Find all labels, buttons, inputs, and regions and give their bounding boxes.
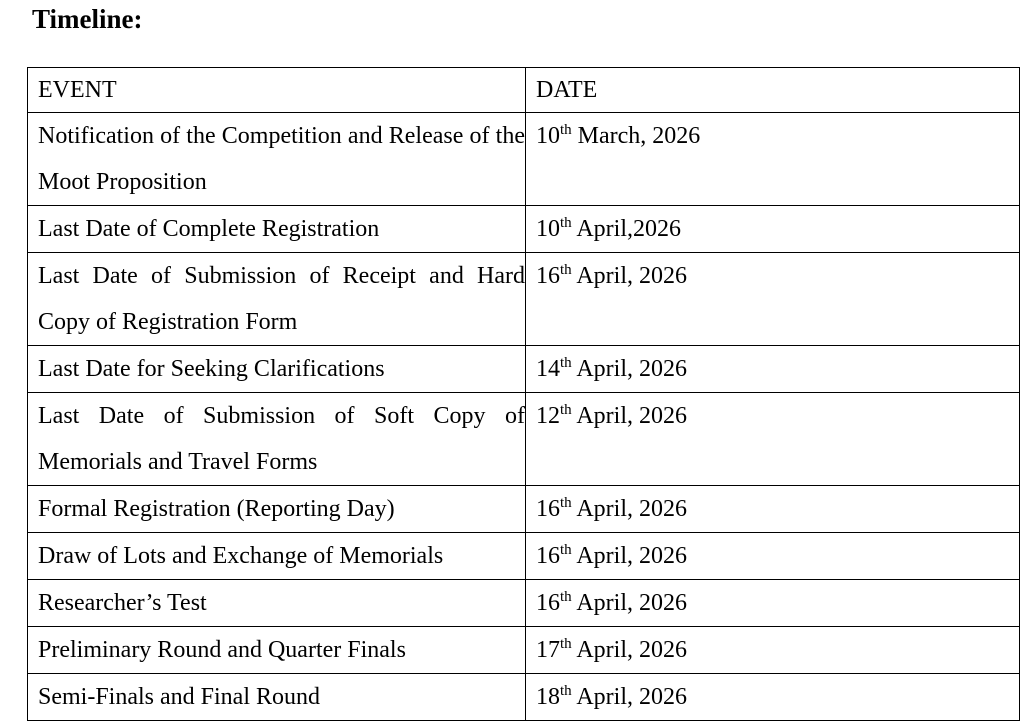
table-row xyxy=(28,253,1020,346)
date-ordinal-suffix: th xyxy=(560,355,572,371)
table-row xyxy=(28,393,1020,486)
date-day: 14 xyxy=(536,356,560,382)
event-cell: Semi-Finals and Final Round xyxy=(28,674,526,721)
date-cell xyxy=(526,393,1020,486)
date-ordinal-suffix: th xyxy=(560,215,572,231)
date-month-year: April,2026 xyxy=(571,216,682,242)
date-day: 16 xyxy=(536,543,560,569)
date-cell xyxy=(526,533,1020,580)
date-month-year: April, 2026 xyxy=(571,590,688,616)
event-cell: Formal Registration (Reporting Day) xyxy=(28,486,526,533)
date-month-year: March, 2026 xyxy=(571,123,701,149)
event-cell: Preliminary Round and Quarter Finals xyxy=(28,627,526,674)
date-day: 10 xyxy=(536,216,560,242)
table-header-row xyxy=(28,68,1020,113)
date-month-year: April, 2026 xyxy=(571,403,688,429)
date-day: 16 xyxy=(536,496,560,522)
date-cell xyxy=(526,674,1020,721)
event-cell: Researcher’s Test xyxy=(28,580,526,627)
date-day: 16 xyxy=(536,263,560,289)
event-cell: Last Date of Complete Registration xyxy=(28,206,526,253)
date-cell xyxy=(526,346,1020,393)
event-cell: Notification of the Competition and Release of the Moot Proposition xyxy=(28,113,526,206)
date-cell xyxy=(526,627,1020,674)
date-day: 10 xyxy=(536,123,560,149)
table-row xyxy=(28,627,1020,674)
column-header-event: EVENT xyxy=(28,68,526,113)
event-cell: Last Date for Seeking Clarifications xyxy=(28,346,526,393)
date-ordinal-suffix: th xyxy=(560,589,572,605)
date-ordinal-suffix: th xyxy=(560,542,572,558)
table-row xyxy=(28,486,1020,533)
date-month-year: April, 2026 xyxy=(571,543,688,569)
date-cell xyxy=(526,580,1020,627)
event-cell: Draw of Lots and Exchange of Memorials xyxy=(28,533,526,580)
date-month-year: April, 2026 xyxy=(571,637,688,663)
timeline-table xyxy=(27,67,1020,721)
date-cell xyxy=(526,253,1020,346)
table-row xyxy=(28,206,1020,253)
column-header-date: DATE xyxy=(526,68,1020,113)
date-ordinal-suffix: th xyxy=(560,495,572,511)
table-row xyxy=(28,674,1020,721)
table-row xyxy=(28,533,1020,580)
date-ordinal-suffix: th xyxy=(560,122,572,138)
date-cell xyxy=(526,113,1020,206)
table-row xyxy=(28,580,1020,627)
date-day: 17 xyxy=(536,637,560,663)
event-cell: Last Date of Submission of Receipt and Hard Copy of Registration Form xyxy=(28,253,526,346)
date-cell xyxy=(526,206,1020,253)
date-day: 12 xyxy=(536,403,560,429)
page-heading: Timeline: xyxy=(32,4,143,34)
date-ordinal-suffix: th xyxy=(560,683,572,699)
table-row xyxy=(28,113,1020,206)
table-row xyxy=(28,346,1020,393)
date-day: 18 xyxy=(536,684,560,710)
event-cell: Last Date of Submission of Soft Copy of Memorials and Travel Forms xyxy=(28,393,526,486)
date-ordinal-suffix: th xyxy=(560,262,572,278)
date-month-year: April, 2026 xyxy=(571,684,688,710)
date-day: 16 xyxy=(536,590,560,616)
date-month-year: April, 2026 xyxy=(571,263,688,289)
date-ordinal-suffix: th xyxy=(560,636,572,652)
date-month-year: April, 2026 xyxy=(571,496,688,522)
date-month-year: April, 2026 xyxy=(571,356,688,382)
date-cell xyxy=(526,486,1020,533)
date-ordinal-suffix: th xyxy=(560,402,572,418)
